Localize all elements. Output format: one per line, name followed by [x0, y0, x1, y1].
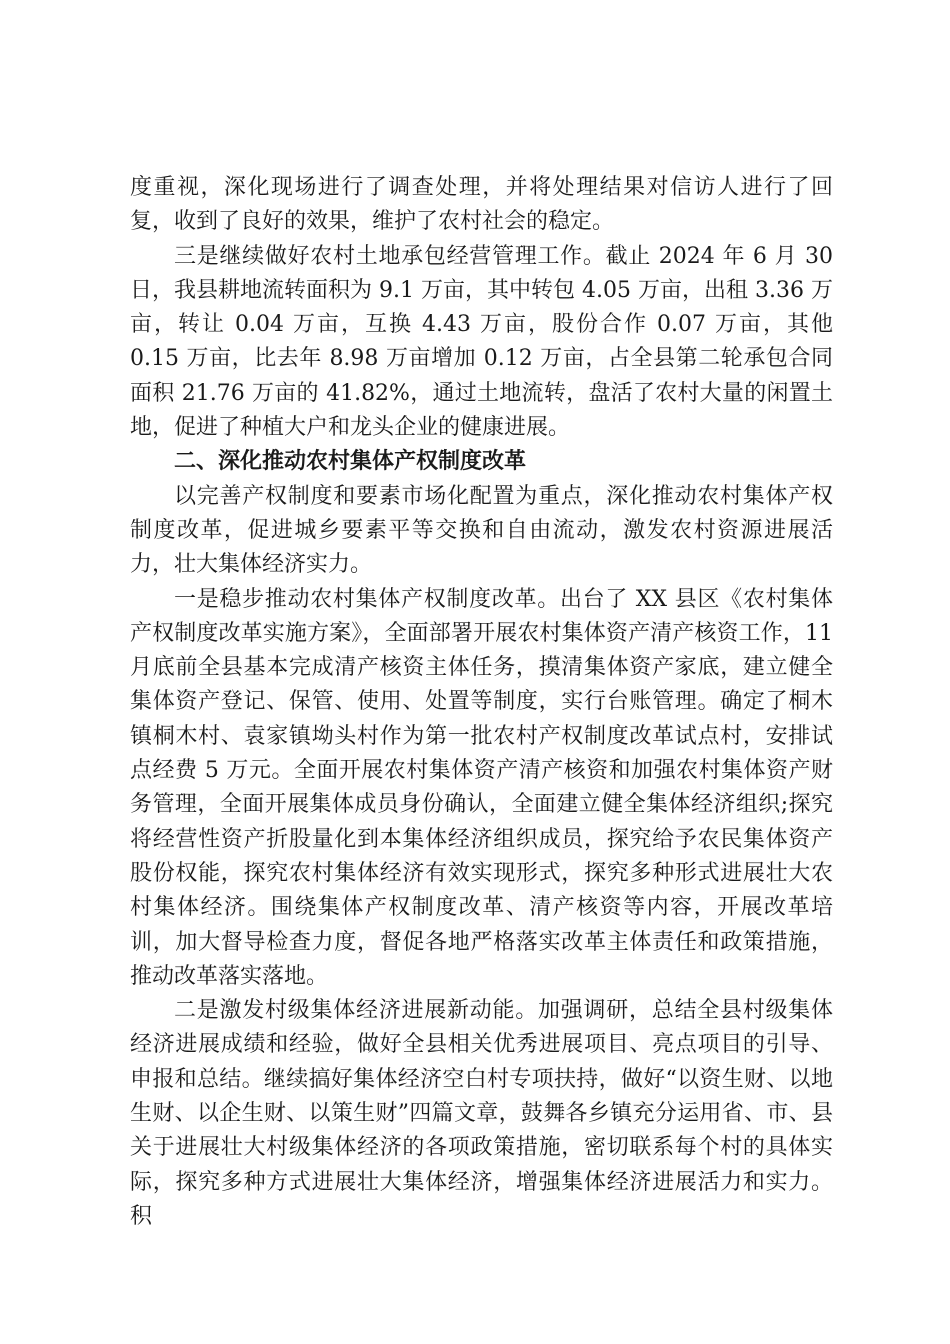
paragraph-section-intro: 以完善产权制度和要素市场化配置为重点，深化推动农村集体产权制度改革，促进城乡要素平等交换和自由流动，激发农村资源进展活力，壮大集体经济实力。: [130, 483, 833, 578]
document-body: [130, 171, 833, 1234]
paragraph-land-contract: 三是继续做好农村土地承包经营管理工作。截止 2024 年 6 月 30 日，我县耕地流转面积为 9.1 万亩，其中转包 4.05 万亩，出租 3.36 万亩，转让 0.04 万亩，互换 4.43 万亩，股份合作 0.07 万亩，其他 0.15 万亩，比去年 8.98 万亩增加 0.12 万亩，占全县第二轮承包合同面积 21.76 万亩的 41.82%，通过土地流转，盘活了农村大量的闲置土地，促进了种植大户和龙头企业的健康进展。: [130, 243, 833, 441]
paragraph-collective-economy: 二是激发村级集体经济进展新动能。加强调研，总结全县村级集体经济进展成绩和经验，做好全县相关优秀进展项目、亮点项目的引导、申报和总结。继续搞好集体经济空白村专项扶持，做好“以资生财、以地生财、以企生财、以策生财”四篇文章，鼓舞各乡镇充分运用省、市、县关于进展壮大村级集体经济的各项政策措施，密切联系每个村的具体实际，探究多种方式进展壮大集体经济，增强集体经济进展活力和实力。积: [130, 998, 833, 1229]
section-heading: 二、深化推动农村集体产权制度改革: [174, 449, 527, 475]
paragraph-continued: 度重视，深化现场进行了调查处理，并将处理结果对信访人进行了回复，收到了良好的效果，维护了农村社会的稳定。: [130, 175, 833, 235]
paragraph-property-reform: 一是稳步推动农村集体产权制度改革。出台了 XX 县区《农村集体产权制度改革实施方案》，全面部署开展农村集体资产清产核资工作，11 月底前全县基本完成清产核资主体任务，摸清集体资产家底，建立健全集体资产登记、保管、使用、处置等制度，实行台账管理。确定了桐木镇桐木村、袁家镇坳头村作为第一批农村产权制度改革试点村，安排试点经费 5 万元。全面开展农村集体资产清产核资和加强农村集体资产财务管理，全面开展集体成员身份确认，全面建立健全集体经济组织;探究将经营性资产折股量化到本集体经济组织成员，探究给予农民集体资产股份权能，探究农村集体经济有效实现形式，探究多种形式进展壮大农村集体经济。围绕集体产权制度改革、清产核资等内容，开展改革培训，加大督导检查力度，督促各地严格落实改革主体责任和政策措施，推动改革落实落地。: [130, 586, 833, 989]
